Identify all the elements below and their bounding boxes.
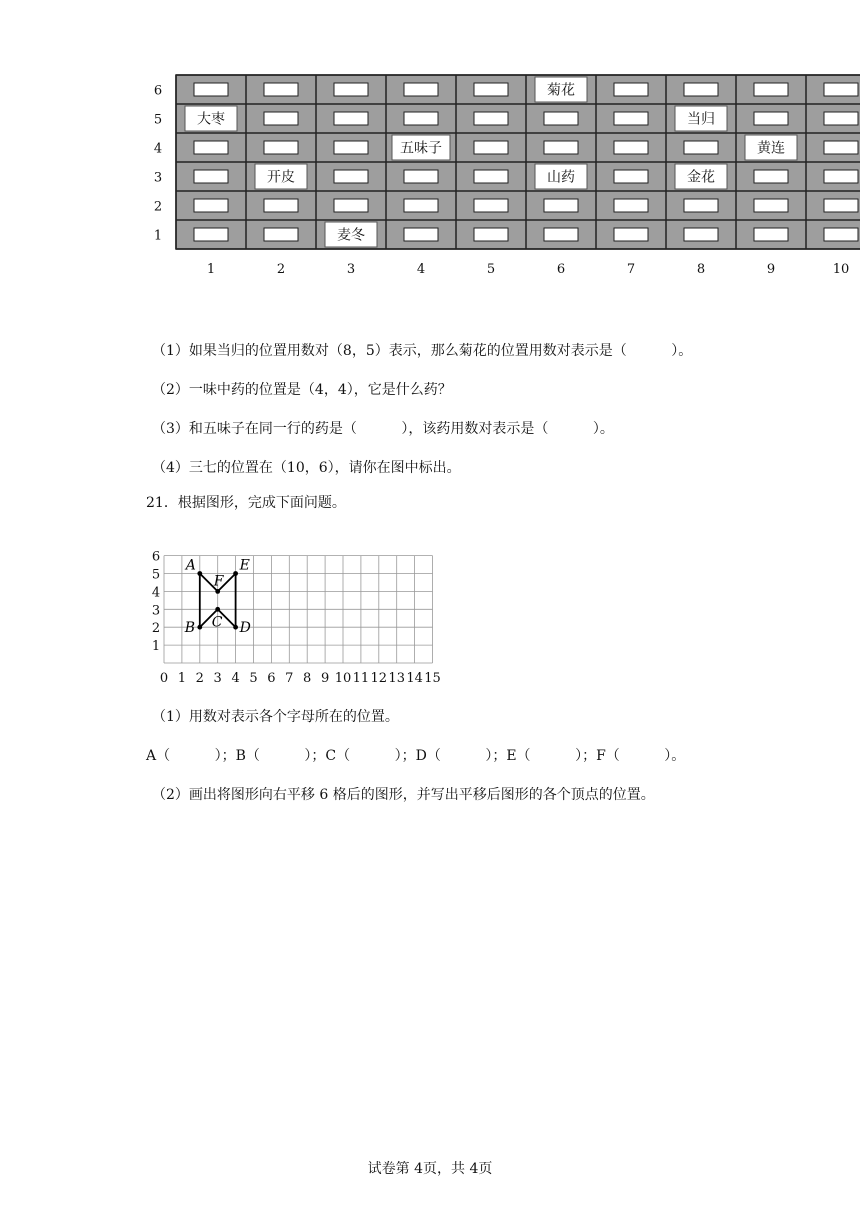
drawer-handle [194, 170, 228, 183]
y-tick-label: 5 [151, 567, 161, 583]
question-20-part-3: （3）和五味子在同一行的药是（ ），该药用数对表示是（ ）。 [152, 421, 614, 437]
drawer-handle [194, 228, 228, 241]
x-tick-label: 4 [231, 671, 240, 686]
drawer-handle [194, 199, 228, 212]
drawer-handle [264, 199, 298, 212]
point-F [215, 589, 220, 594]
drawer-handle [684, 83, 718, 96]
drawer-handle [474, 83, 508, 96]
y-tick-label: 6 [151, 549, 161, 565]
x-tick-label: 11 [352, 671, 370, 686]
herb-label: 山药 [547, 169, 575, 186]
drawer-handle [474, 228, 508, 241]
x-tick-label: 8 [303, 671, 312, 686]
question-21-part-1: （1）用数对表示各个字母所在的位置。 [152, 709, 399, 725]
drawer-handle [334, 83, 368, 96]
x-tick-label: 10 [334, 671, 352, 686]
col-label: 7 [626, 262, 636, 275]
row-label: 5 [153, 112, 163, 128]
drawer-handle [684, 141, 718, 154]
drawer-handle [824, 170, 858, 183]
point-D [233, 625, 238, 630]
row-label: 4 [153, 141, 163, 157]
point-C [215, 607, 220, 612]
drawer-handle [544, 141, 578, 154]
drawer-handle [614, 83, 648, 96]
drawer-handle [754, 170, 788, 183]
col-label: 3 [346, 262, 356, 275]
drawer-handle [614, 112, 648, 125]
drawer-handle [474, 112, 508, 125]
herb-label: 开皮 [267, 169, 295, 186]
drawer-handle [824, 112, 858, 125]
drawer-handle [754, 83, 788, 96]
point-label-A: A [185, 557, 196, 574]
x-tick-label: 9 [320, 671, 330, 686]
y-tick-label: 2 [151, 621, 161, 637]
x-tick-label: 1 [177, 671, 187, 686]
coordinate-grid-figure [140, 526, 450, 692]
drawer-handle [474, 199, 508, 212]
herb-label: 菊花 [547, 82, 575, 99]
herb-label: 麦冬 [337, 227, 365, 244]
y-tick-label: 4 [151, 585, 161, 601]
drawer-handle [264, 141, 298, 154]
question-20-part-4: （4）三七的位置在（10，6），请你在图中标出。 [152, 460, 461, 476]
question-21-answers: A（ ）；B（ ）；C（ ）；D（ ）；E（ ）；F（ ）。 [146, 748, 686, 764]
x-tick-label: 0 [159, 671, 169, 686]
herb-label: 五味子 [400, 140, 442, 157]
col-label: 2 [276, 262, 286, 275]
drawer-handle [824, 199, 858, 212]
col-label: 6 [556, 262, 566, 275]
drawer-handle [474, 141, 508, 154]
col-label: 8 [696, 262, 706, 275]
drawer-handle [614, 228, 648, 241]
x-tick-label: 12 [370, 671, 388, 686]
drawer-handle [474, 170, 508, 183]
drawer-handle [754, 112, 788, 125]
point-label-B: B [184, 620, 196, 637]
x-tick-label: 15 [424, 671, 441, 686]
x-tick-label: 5 [249, 671, 258, 686]
row-label: 2 [153, 199, 163, 215]
point-label-C: C [211, 614, 223, 631]
drawer-handle [334, 199, 368, 212]
drawer-handle [334, 170, 368, 183]
y-tick-label: 3 [151, 603, 161, 619]
page-footer: 试卷第 4页，共 4页 [367, 1161, 493, 1177]
drawer-handle [334, 112, 368, 125]
x-tick-label: 3 [213, 671, 222, 686]
question-20-part-2: （2）一味中药的位置是（4，4），它是什么药？ [152, 382, 452, 398]
drawer-handle [824, 228, 858, 241]
medicine-cabinet-grid [140, 70, 860, 279]
drawer-handle [544, 199, 578, 212]
point-B [197, 625, 202, 630]
col-label: 4 [416, 262, 426, 275]
drawer-handle [614, 141, 648, 154]
drawer-handle [404, 112, 438, 125]
point-label-E: E [239, 557, 250, 574]
herb-label: 大枣 [197, 111, 225, 128]
drawer-handle [404, 83, 438, 96]
drawer-handle [614, 170, 648, 183]
drawer-handle [824, 141, 858, 154]
x-tick-label: 2 [195, 671, 204, 686]
y-tick-label: 1 [151, 639, 161, 655]
row-label: 1 [153, 228, 163, 244]
drawer-handle [264, 83, 298, 96]
col-label: 5 [486, 262, 496, 275]
drawer-handle [194, 83, 228, 96]
x-tick-label: 6 [267, 671, 276, 686]
row-label: 6 [153, 83, 163, 99]
herb-label: 当归 [687, 111, 715, 128]
question-21-title: 21．根据图形，完成下面问题。 [146, 495, 346, 511]
point-A [197, 571, 202, 576]
drawer-handle [264, 112, 298, 125]
herb-label: 金花 [687, 169, 715, 186]
drawer-handle [404, 228, 438, 241]
col-label: 9 [766, 262, 776, 275]
drawer-handle [544, 112, 578, 125]
drawer-handle [614, 199, 648, 212]
x-tick-label: 13 [388, 671, 405, 686]
drawer-handle [824, 83, 858, 96]
question-20-part-1: （1）如果当归的位置用数对（8，5）表示，那么菊花的位置用数对表示是（ ）。 [152, 343, 693, 359]
x-tick-label: 14 [406, 671, 423, 686]
point-label-D: D [239, 620, 251, 637]
drawer-handle [404, 199, 438, 212]
point-label-F: F [213, 573, 224, 590]
drawer-handle [754, 228, 788, 241]
drawer-handle [684, 199, 718, 212]
question-21-part-2: （2）画出将图形向右平移 6 格后的图形，并写出平移后图形的各个顶点的位置。 [152, 787, 655, 803]
x-tick-label: 7 [285, 671, 294, 686]
drawer-handle [404, 170, 438, 183]
point-E [233, 571, 238, 576]
herb-label: 黄连 [757, 140, 785, 157]
drawer-handle [194, 141, 228, 154]
col-label: 10 [832, 262, 850, 275]
col-label: 1 [206, 262, 216, 275]
drawer-handle [754, 199, 788, 212]
drawer-handle [334, 141, 368, 154]
row-label: 3 [153, 170, 163, 186]
drawer-handle [684, 228, 718, 241]
drawer-handle [264, 228, 298, 241]
drawer-handle [544, 228, 578, 241]
